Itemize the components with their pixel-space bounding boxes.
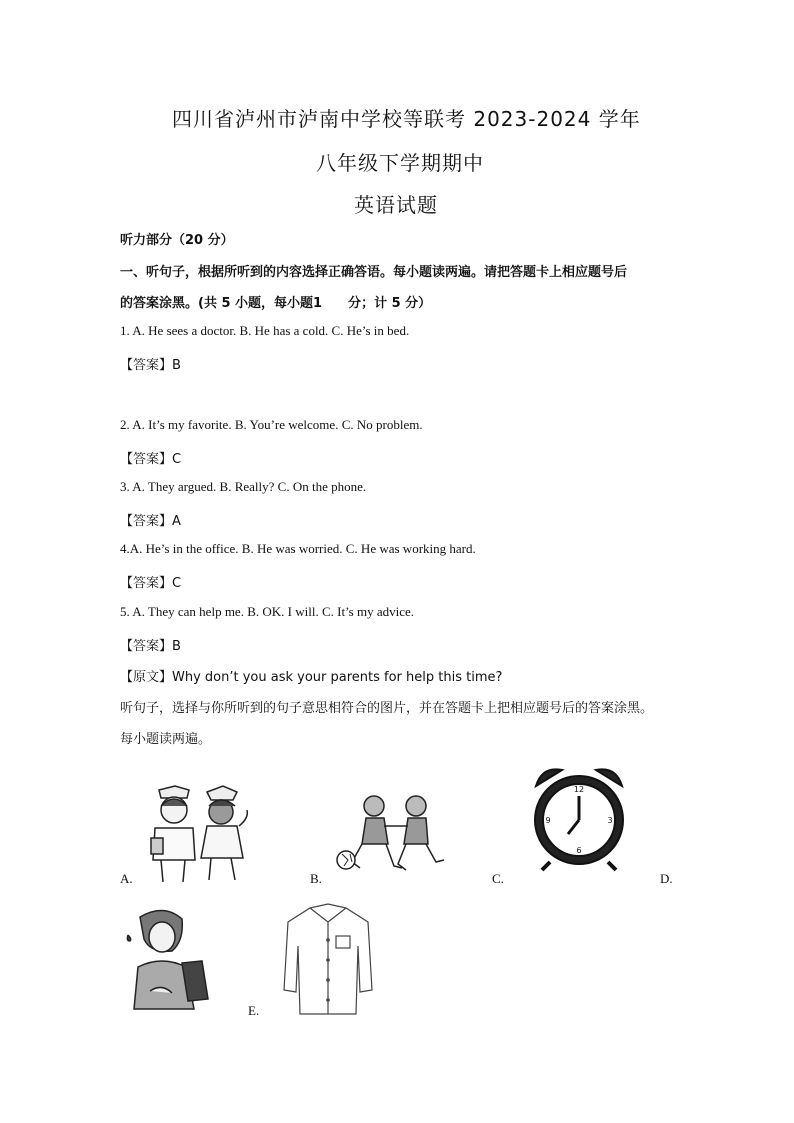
picture-label-c: C. [492, 871, 504, 886]
soccer-players-picture [332, 790, 450, 880]
picture-label-e: E. [248, 1003, 260, 1018]
original-text: 【原文】Why don’t you ask your parents for help this time? [120, 670, 503, 685]
sick-woman-picture [120, 905, 220, 1017]
alarm-clock-picture [528, 762, 630, 872]
question-3: 3. A. They argued. B. Really? C. On the phone. [120, 479, 367, 494]
question-4: 4.A. He’s in the office. B. He was worried. C. He was working hard. [120, 541, 476, 556]
answer-4: 【答案】C [120, 576, 182, 591]
section-title: 听力部分（20 分） [120, 233, 234, 248]
svg-text:12: 12 [573, 785, 585, 794]
answer-2: 【答案】C [120, 452, 182, 467]
instruction-line-2: 的答案涂黑。(共 5 小题，每小题1 分；计 5 分） [120, 296, 432, 311]
svg-text:3: 3 [607, 816, 613, 825]
answer-5: 【答案】B [120, 639, 181, 654]
picture-label-a: A. [120, 871, 133, 886]
answer-3: 【答案】A [120, 514, 181, 529]
picture-instruction-line-2: 每小题读两遍。 [120, 732, 212, 747]
svg-text:6: 6 [576, 846, 582, 855]
answer-1: 【答案】B [120, 358, 181, 373]
question-2: 2. A. It’s my favorite. B. You’re welcome. C. No problem. [120, 417, 423, 432]
picture-label-d: D. [660, 871, 673, 886]
doc-title-line2: 八年级下学期期中 [316, 151, 484, 175]
instruction-line-1: 一、听句子，根据所听到的内容选择正确答语。每小题读两遍。请把答题卡上相应题号后 [120, 265, 628, 280]
doc-title-line3: 英语试题 [354, 193, 438, 217]
svg-text:9: 9 [545, 816, 551, 825]
question-5: 5. A. They can help me. B. OK. I will. C. It’s my advice. [120, 604, 415, 619]
picture-label-b: B. [310, 871, 322, 886]
picture-instruction-line-1: 听句子，选择与你所听到的句子意思相符合的图片，并在答题卡上把相应题号后的答案涂黑。 [120, 701, 654, 716]
shirt-picture [280, 900, 376, 1018]
nurses-picture [145, 780, 255, 885]
doc-title-line1: 四川省泸州市泸南中学校等联考 2023-2024 学年 [172, 107, 641, 131]
question-1: 1. A. He sees a doctor. B. He has a cold. C. He’s in bed. [120, 323, 410, 338]
